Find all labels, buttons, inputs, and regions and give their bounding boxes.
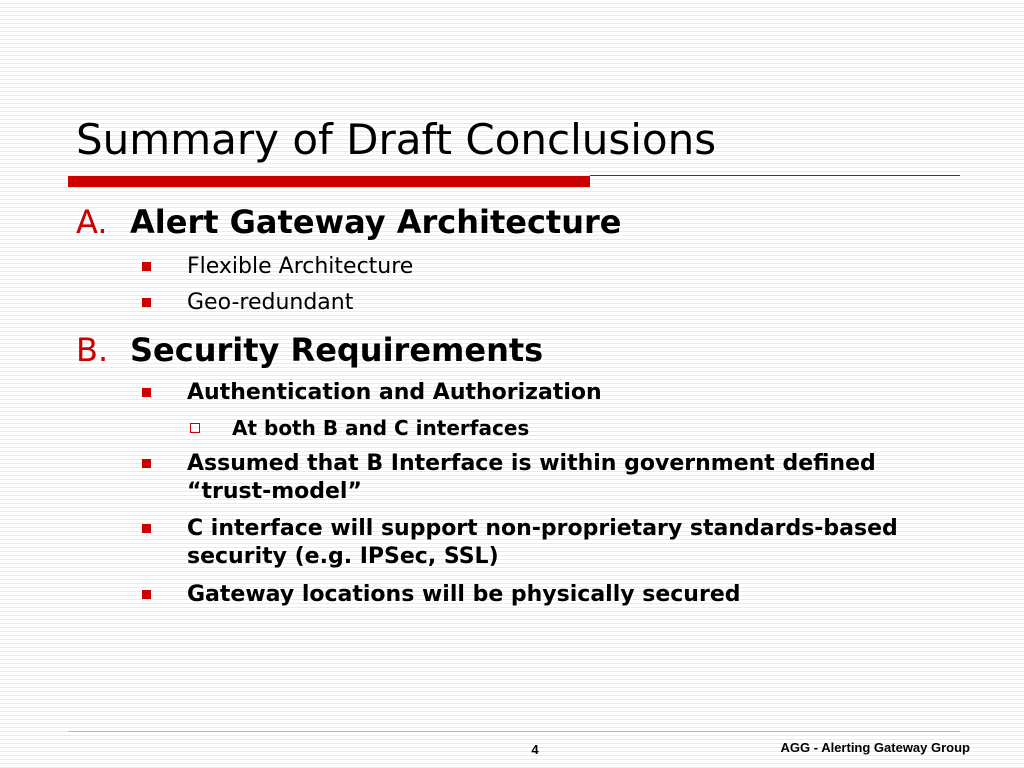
list-item-authentication bbox=[142, 379, 602, 407]
filled-square-bullet-icon bbox=[142, 262, 151, 271]
footer-divider bbox=[68, 731, 960, 732]
list-item-flexible-architecture bbox=[142, 253, 413, 281]
section-title-b: Security Requirements bbox=[130, 331, 544, 369]
bullet-text-line-2: “trust-model” bbox=[187, 479, 362, 504]
bullet-text: Authentication and Authorization bbox=[187, 380, 602, 405]
bullet-text: Geo-redundant bbox=[187, 290, 354, 315]
filled-square-bullet-icon bbox=[142, 388, 151, 397]
bullet-text-line-1: C interface will support non-proprietary standards-based bbox=[187, 516, 898, 541]
section-title-a: Alert Gateway Architecture bbox=[130, 203, 622, 241]
list-item-gateway-locations bbox=[142, 581, 741, 609]
hollow-square-bullet-icon bbox=[190, 423, 200, 433]
filled-square-bullet-icon bbox=[142, 298, 151, 307]
sub-list-item-interfaces bbox=[190, 415, 529, 441]
list-item-c-interface-security bbox=[142, 515, 898, 571]
filled-square-bullet-icon bbox=[142, 459, 151, 468]
title-underline-thin bbox=[590, 175, 960, 176]
sub-bullet-text: At both B and C interfaces bbox=[232, 416, 530, 440]
filled-square-bullet-icon bbox=[142, 524, 151, 533]
section-heading-b bbox=[76, 330, 543, 370]
bullet-text: Gateway locations will be physically secured bbox=[187, 582, 741, 607]
bullet-text-line-1: Assumed that B Interface is within government defined bbox=[187, 451, 876, 476]
list-item-geo-redundant bbox=[142, 289, 353, 317]
list-item-b-interface-trust bbox=[142, 450, 876, 506]
footer-organization: AGG - Alerting Gateway Group bbox=[780, 740, 970, 755]
section-letter-b: B. bbox=[76, 331, 109, 369]
filled-square-bullet-icon bbox=[142, 590, 151, 599]
section-letter-a: A. bbox=[76, 203, 108, 241]
page-number: 4 bbox=[531, 742, 539, 757]
section-heading-a bbox=[76, 202, 621, 242]
bullet-text: Flexible Architecture bbox=[187, 254, 414, 279]
slide-title: Summary of Draft Conclusions bbox=[76, 115, 717, 164]
title-underline-thick bbox=[68, 176, 590, 187]
bullet-text-line-2: security (e.g. IPSec, SSL) bbox=[187, 544, 499, 569]
